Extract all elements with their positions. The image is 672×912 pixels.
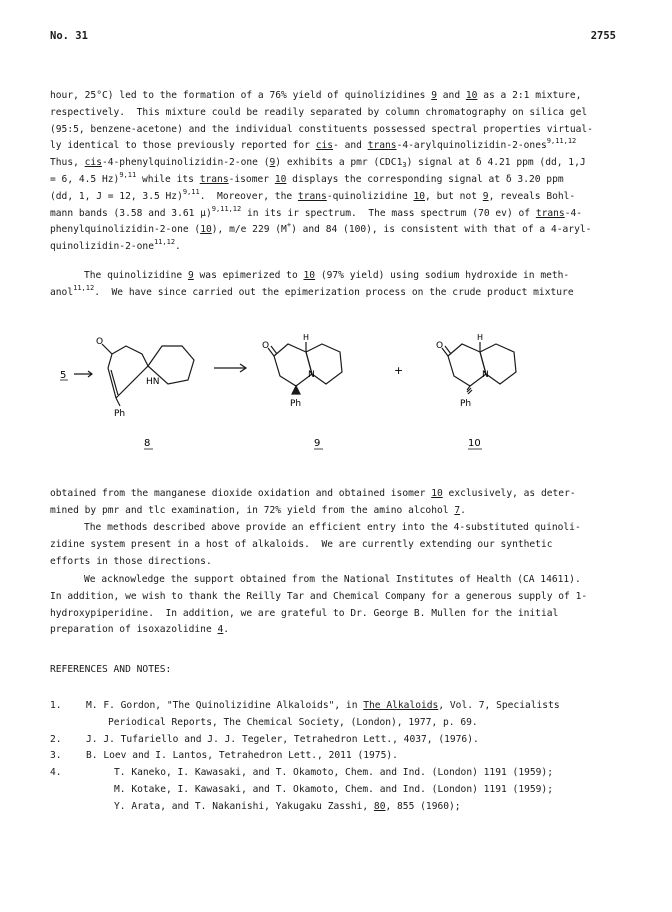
reference-text [86,698,560,715]
text-run: = 6, 4.5 Hz) [50,173,120,185]
paragraph-acknowledgments [50,572,616,639]
text-run: obtained from the manganese dioxide oxidation and obtained isomer [50,488,432,499]
text-line [50,554,616,571]
underlined-text: 10 [303,270,316,281]
text-run: J. J. Tufariello and J. J. Tegeler, Tetrahedron Lett., 4037, (1976). [86,733,479,745]
subscript: 3 [402,161,407,170]
start-compound-label: 5 [60,370,67,381]
reference-number: 2. [50,733,62,745]
text-line [50,222,616,239]
underlined-text: cis [315,140,334,152]
text-run: phenylquinolizidin-2-one ( [50,224,201,236]
reference-line [50,715,616,732]
text-run: We acknowledge the support obtained from the National Institutes of Health (CA 14611). [84,574,581,585]
text-run: The quinolizidine [84,270,188,281]
line-content [50,138,576,155]
text-run: -isomer [228,173,275,185]
line-content [50,486,576,503]
underlined-text: 9 [482,190,489,202]
hn-label-8: HN [146,377,160,387]
line-content [84,572,581,589]
underlined-text: 10 [431,488,443,499]
nitrogen-label-9: N [308,370,315,380]
text-line [50,285,616,302]
line-content [50,285,574,302]
text-run: ly identical to those previously reported for [50,140,316,152]
text-run: B. Loev and I. Lantos, Tetrahedron Lett., 2011 (1975). [86,750,398,762]
text-line [50,486,616,503]
text-run: M. Kotake, I. Kawasaki, and T. Okamoto, Chem. and Ind. (London) 1191 (1959); [114,783,553,795]
oxygen-label-9: O [262,341,270,351]
references-heading: REFERENCES AND NOTES: [50,664,172,675]
text-line [50,122,616,139]
reference-text [114,799,461,816]
compound-label-9: 9 [314,438,321,449]
underlined-text: 10 [200,224,212,236]
line-content [84,520,581,537]
reference-line [50,698,616,715]
line-content [50,172,564,189]
underlined-text: 10 [274,173,287,185]
text-run: ), m/e 229 (M [211,224,287,236]
text-run: , 855 (1960); [385,800,461,812]
reference-text [86,748,398,765]
text-line [50,572,616,589]
phenyl-label-10: Ph [460,399,472,409]
text-line [50,520,616,537]
underlined-text: cis [84,157,102,169]
text-run: was epimerized to [193,270,304,281]
line-content [50,537,553,554]
line-content [50,622,229,639]
underlined-text: 7 [454,504,461,516]
text-line [50,155,616,172]
nitrogen-label-10: N [482,370,489,380]
text-run: The methods described above provide an efficient entry into the 4-substituted quinoli- [84,522,581,533]
line-content [50,206,582,223]
reference-line [50,782,616,799]
page-number: 2755 [590,30,616,42]
text-run: in its ir spectrum. The mass spectrum (70 ev) of [241,207,536,219]
underlined-text: trans [535,207,565,219]
plus-sign: + [394,364,404,377]
phenyl-label-9: Ph [290,399,302,409]
underlined-text: 10 [465,90,478,101]
reference-line [50,799,616,816]
paragraph-epimerization [50,268,616,302]
text-run: . [175,241,181,253]
text-run: and [437,90,466,101]
text-run: mann bands (3.58 and 3.61 μ) [50,207,212,219]
text-run: ) and 84 (100), is consistent with that of a 4-aryl- [291,224,592,236]
underlined-text: The Alkaloids [363,700,439,711]
line-content [50,88,581,105]
citation-superscript: 9,11,12 [546,137,577,146]
text-run: (dd, 1, J = 12, 3.5 Hz) [50,190,183,202]
text-run: -quinolizidine [326,190,414,202]
underlined-text: trans [297,190,327,202]
reference-text [114,782,553,799]
text-run: Periodical Reports, The Chemical Society, (London), 1977, p. 69. [108,716,478,728]
text-run: ) signal at δ 4.21 ppm (dd, 1,J [406,157,586,169]
reference-number: 4. [50,767,62,779]
text-line [50,589,616,606]
paragraph-isomer [50,486,616,520]
text-line [50,105,616,122]
line-content [50,589,587,606]
journal-issue: No. 31 [50,30,88,42]
paragraph-results [50,88,616,256]
text-line [50,189,616,206]
text-run: zidine system present in a host of alkaloids. We are currently extending our synthetic [50,538,553,550]
text-run: Y. Arata, and T. Nakanishi, Yakugaku Zasshi, [114,800,374,812]
line-content [50,155,586,172]
text-line [50,88,616,105]
line-content [50,189,575,206]
compound-label-8: 8 [144,438,151,449]
reference-number: 1. [50,700,62,711]
citation-superscript: 9,11 [182,187,200,196]
text-run: - and [333,140,368,152]
text-run: Thus, [50,157,85,169]
text-run: preparation of isoxazolidine [50,624,218,636]
text-run: . [223,624,230,636]
underlined-text: 4 [217,624,224,636]
citation-superscript: + [286,221,292,230]
text-run: (95:5, benzene-acetone) and the individual constituents possessed spectral properties virtual- [50,123,593,135]
text-run: -4-arylquinolizidin-2-ones [396,140,547,152]
reference-line [50,765,616,782]
text-run: -4-phenylquinolizidin-2-one ( [101,157,270,169]
text-run: mined by pmr and tlc examination, in 72% yield from the amino alcohol [50,504,455,516]
compound-label-10: 10 [468,438,481,449]
text-run: displays the corresponding signal at δ 3.20 ppm [286,173,564,185]
citation-superscript: 9,11 [119,170,137,179]
text-line [50,239,616,256]
text-line [50,138,616,155]
citation-superscript: 11,12 [153,238,176,247]
reaction-scheme-drawing [50,328,616,458]
text-run: In addition, we wish to thank the Reilly Tar and Chemical Company for a generous supply of 1- [50,590,588,602]
text-run: efforts in those directions. [50,555,212,567]
hydrogen-label-10: H [477,333,484,342]
reference-text [108,715,478,732]
line-content [50,239,181,256]
reference-text [86,732,479,749]
citation-superscript: 9,11,12 [211,204,242,213]
text-run: T. Kaneko, I. Kawasaki, and T. Okamoto, Chem. and Ind. (London) 1191 (1959); [114,767,553,779]
reference-line [50,732,616,749]
text-run: . [460,504,466,516]
references-list [50,698,616,816]
text-run: anol [50,286,74,298]
text-line [50,206,616,223]
text-line [50,622,616,639]
text-run: quinolizidin-2-one [50,241,154,253]
text-line [50,172,616,189]
underlined-text: trans [367,140,397,152]
hydrogen-label-9: H [303,333,310,342]
reference-text [114,765,553,782]
text-run: as a 2:1 mixture, [477,90,582,101]
reference-number: 3. [50,750,62,762]
text-run: hour, 25°C) led to the formation of a 76% yield of quinolizidines [50,90,432,101]
line-content [50,554,212,571]
oxygen-label-8: O [96,337,104,347]
page-header [50,30,616,46]
text-line [50,537,616,554]
line-content [50,606,558,623]
text-run: , Vol. 7, Specialists [438,700,560,711]
underlined-text: 9 [187,270,194,281]
text-run: (97% yield) using sodium hydroxide in meth- [315,270,570,281]
oxygen-label-10: O [436,341,444,351]
underlined-text: 10 [413,190,426,202]
text-run: while its [136,173,200,185]
line-content [84,268,569,285]
text-run: . We have since carried out the epimerization process on the crude product mixture [94,286,574,298]
text-run: , reveals Bohl- [488,190,576,202]
text-run: exclusively, as deter- [442,488,576,499]
underlined-text: 9 [269,157,276,169]
underlined-text: 9 [431,90,437,101]
paragraph-conclusion [50,520,616,570]
text-run: . Moreover, the [199,190,298,202]
text-run: ) exhibits a pmr (CDC1 [275,157,403,169]
line-content [50,222,591,239]
text-run: hydroxypiperidine. In addition, we are grateful to Dr. George B. Mullen for the initial [50,607,559,619]
text-line [50,268,616,285]
reference-line [50,748,616,765]
line-content [50,503,466,520]
text-run: , but not [425,190,483,202]
citation-superscript: 11,12 [73,283,95,292]
text-run: respectively. This mixture could be readily separated by column chromatography on silica gel [50,106,588,118]
text-line [50,606,616,623]
line-content [50,105,587,122]
underlined-text: trans [199,173,229,185]
reaction-scheme [50,328,616,458]
text-line [50,503,616,520]
phenyl-label-8: Ph [114,409,126,419]
underlined-text: 80 [373,800,386,812]
text-run: -4- [564,207,583,219]
line-content [50,122,593,139]
text-run: M. F. Gordon, "The Quinolizidine Alkaloids", in [86,700,364,711]
